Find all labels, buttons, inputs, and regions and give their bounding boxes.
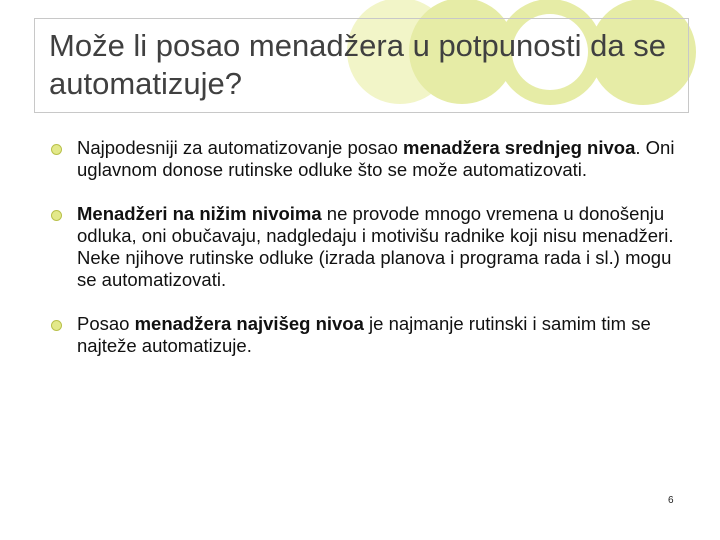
- bullet-dot-icon: [51, 320, 62, 331]
- bullet-dot-icon: [51, 144, 62, 155]
- bullet-item: [50, 203, 690, 291]
- bold-text: Menadžeri na nižim nivoima: [77, 203, 322, 224]
- bullet-item: [50, 313, 690, 357]
- text-segment: Posao: [77, 313, 135, 334]
- text-segment: . Oni uglavnom donose rutinske odluke što se može automatizovati.: [77, 137, 675, 180]
- bullet-text: [77, 203, 673, 290]
- bullet-list: [50, 137, 690, 357]
- bullet-text: [77, 313, 651, 356]
- bullet-text: [77, 137, 674, 180]
- text-segment: Najpodesniji za automatizovanje posao: [77, 137, 404, 158]
- bold-text: menadžera srednjeg nivoa: [403, 137, 636, 158]
- slide-title: Može li posao menadžera u potpunosti da se automatizuje?: [49, 28, 666, 101]
- text-segment: ne provode mnogo vremena u donošenju odluka, oni obučavaju, nadgledaju i motivišu radnike koji nisu menadžeri. Neke njihove rutinske odluke (izrada planova i programa rada i sl.) mogu se automatizovati.: [77, 203, 674, 290]
- bullet-dot-icon: [51, 210, 62, 221]
- text-segment: je najmanje rutinski i samim tim se najteže automatizuje.: [77, 313, 651, 356]
- bullet-item: [50, 137, 690, 181]
- bold-text: menadžera najvišeg nivoa: [134, 313, 364, 334]
- page-number: 6: [668, 495, 674, 506]
